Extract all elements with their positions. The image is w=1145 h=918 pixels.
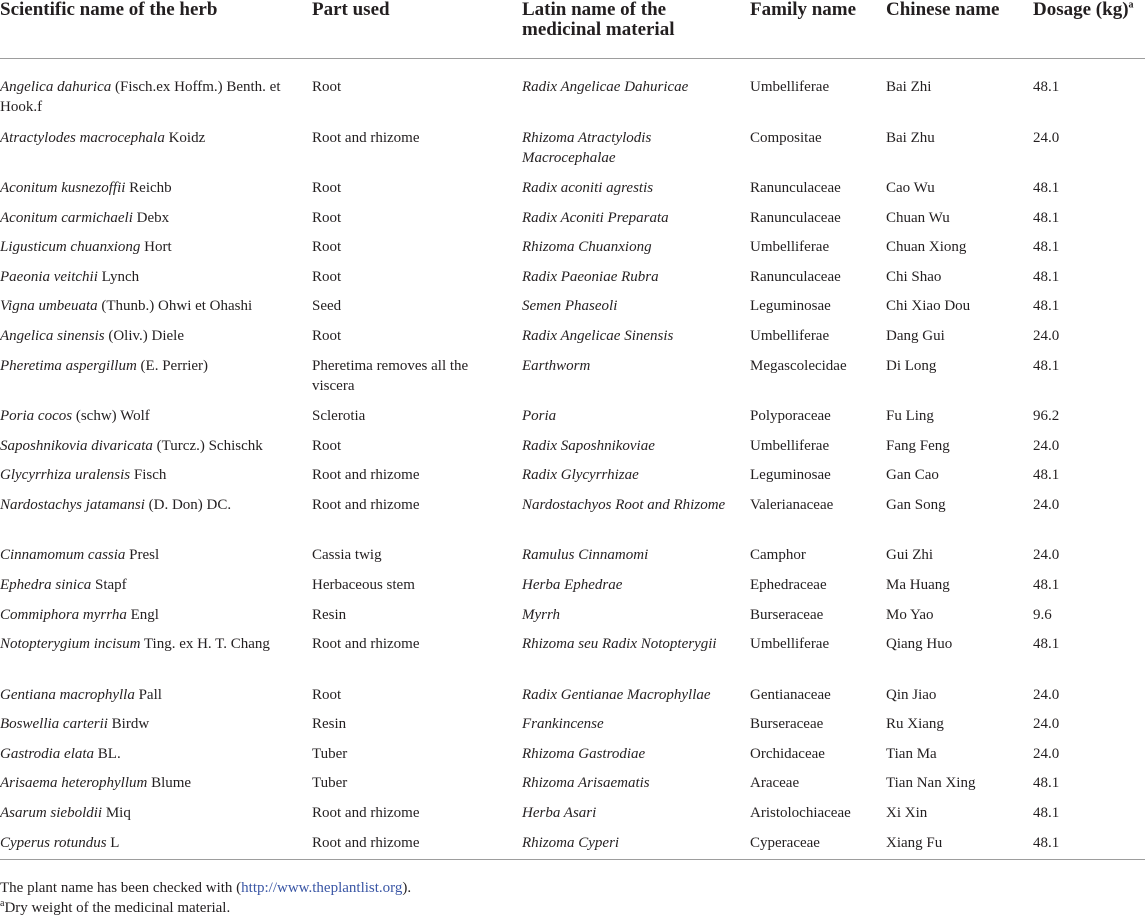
author-citation: Reichb	[125, 180, 172, 196]
table-row	[0, 773, 1145, 803]
cell-part-used: Root and rhizome	[312, 467, 420, 484]
cell-family-name: Ranunculaceae	[750, 268, 841, 285]
table-row	[0, 634, 1145, 685]
author-citation: L	[106, 834, 120, 851]
cell-family-name: Aristolochiaceae	[750, 805, 851, 821]
cell-chinese-name: Gan Song	[886, 496, 946, 513]
cell-family-name: Orchidaceae	[750, 745, 825, 762]
cell-dosage: 24.0	[1033, 437, 1060, 454]
cell-chinese-name: Bai Zhi	[886, 79, 932, 95]
cell-scientific-name	[0, 208, 312, 238]
cell-chinese-name: Xiang Fu	[886, 834, 943, 851]
cell-chinese-name: Xi Xin	[886, 805, 928, 821]
author-citation: (E. Perrier)	[136, 357, 209, 374]
cell-dosage: 24.0	[1033, 547, 1060, 564]
cell-latin-name: Nardostachyos Root and Rhizome	[522, 496, 726, 513]
cell-chinese-name: Gan Cao	[886, 467, 939, 484]
genus-species: Nardostachys jatamansi	[0, 496, 145, 513]
table-row	[0, 545, 1145, 575]
cell-scientific-name	[0, 326, 312, 356]
cell-latin-name: Radix Glycyrrhizae	[522, 467, 639, 484]
cell-part-used: Root	[312, 79, 342, 95]
cell-family-name: Araceae	[750, 775, 800, 792]
cell-family-name: Umbelliferae	[750, 239, 830, 256]
author-citation: Pall	[134, 686, 162, 703]
header-latin: Latin name of the medicinal material	[522, 0, 675, 40]
footnote-plantlist: The plant name has been checked with (http://www.theplantlist.org).	[0, 880, 412, 896]
table-row	[0, 296, 1145, 326]
cell-dosage: 48.1	[1033, 357, 1060, 374]
cell-latin-name: Rhizoma Chuanxiong	[522, 239, 652, 256]
cell-chinese-name: Chuan Xiong	[886, 239, 967, 256]
cell-dosage: 9.6	[1033, 606, 1052, 623]
cell-scientific-name	[0, 605, 312, 635]
cell-scientific-name	[0, 685, 312, 715]
cell-dosage: 24.0	[1033, 496, 1060, 513]
table-row	[0, 605, 1145, 635]
cell-dosage: 48.1	[1033, 180, 1060, 196]
cell-part-used: Root	[312, 437, 342, 454]
author-citation: Blume	[147, 775, 192, 792]
cell-family-name: Burseraceae	[750, 606, 824, 623]
cell-chinese-name: Cao Wu	[886, 180, 935, 196]
cell-latin-name: Herba Ephedrae	[522, 576, 623, 593]
cell-latin-name: Radix aconiti agrestis	[522, 180, 654, 196]
table-row	[0, 406, 1145, 436]
table-row	[0, 495, 1145, 546]
author-citation: Birdw	[107, 716, 150, 733]
cell-part-used: Root and rhizome	[312, 834, 420, 851]
cell-scientific-name	[0, 744, 312, 774]
author-citation: (Fisch.ex Hoffm.) Benth. et Hook.f	[0, 79, 281, 115]
cell-part-used: Root	[312, 327, 342, 344]
genus-species: Arisaema heterophyllum	[0, 775, 148, 792]
cell-part-used: Cassia twig	[312, 547, 382, 564]
table-row	[0, 833, 1145, 860]
cell-latin-name: Rhizoma Arisaematis	[522, 775, 650, 792]
table-row	[0, 356, 1145, 407]
cell-part-used: Resin	[312, 606, 347, 623]
plantlist-link[interactable]: http://www.theplantlist.org	[241, 880, 403, 896]
cell-dosage: 96.2	[1033, 408, 1060, 425]
cell-part-used: Tuber	[312, 775, 348, 792]
genus-species: Gentiana macrophylla	[0, 686, 135, 703]
cell-scientific-name	[0, 634, 312, 685]
header-family: Family name	[750, 0, 857, 20]
genus-species: Ephedra sinica	[0, 576, 92, 593]
cell-latin-name: Radix Angelicae Dahuricae	[522, 79, 689, 95]
genus-species: Commiphora myrrha	[0, 606, 127, 623]
table-row	[0, 267, 1145, 297]
cell-chinese-name: Di Long	[886, 357, 937, 374]
cell-scientific-name	[0, 773, 312, 803]
cell-part-used: Root and rhizome	[312, 496, 420, 513]
genus-species: Cinnamomum cassia	[0, 547, 126, 564]
cell-chinese-name: Qiang Huo	[886, 636, 953, 653]
footnote-dry-weight: $^a$Dry weight of the medicinal material.	[0, 898, 231, 916]
cell-part-used: Root	[312, 686, 342, 703]
genus-species: Gastrodia elata	[0, 745, 95, 762]
cell-scientific-name	[0, 465, 312, 495]
table-footnotes	[0, 878, 411, 918]
cell-part-used: Herbaceous stem	[312, 576, 415, 593]
table-row	[0, 714, 1145, 744]
cell-family-name: Ephedraceae	[750, 576, 827, 593]
table-body	[0, 59, 1145, 860]
header-row	[0, 0, 1145, 59]
cell-family-name: Umbelliferae	[750, 79, 830, 95]
table-row	[0, 237, 1145, 267]
table-row	[0, 685, 1145, 715]
genus-species: Glycyrrhiza uralensis	[0, 467, 131, 484]
cell-scientific-name	[0, 59, 312, 128]
cell-chinese-name: Bai Zhu	[886, 129, 935, 146]
genus-species: Aconitum kusnezoffii	[0, 180, 126, 196]
cell-chinese-name: Ru Xiang	[886, 716, 944, 733]
header-scientific: Scientific name of the herb	[0, 0, 218, 20]
cell-chinese-name: Fang Feng	[886, 437, 950, 454]
cell-dosage: 48.1	[1033, 834, 1060, 851]
table-row	[0, 178, 1145, 208]
cell-family-name: Ranunculaceae	[750, 180, 841, 196]
genus-species: Angelica sinensis	[0, 327, 105, 344]
cell-scientific-name	[0, 803, 312, 833]
cell-dosage: 24.0	[1033, 686, 1060, 703]
cell-dosage: 48.1	[1033, 805, 1060, 821]
cell-family-name: Leguminosae	[750, 298, 831, 315]
table-row	[0, 208, 1145, 238]
cell-scientific-name	[0, 356, 312, 407]
cell-latin-name: Rhizoma Cyperi	[522, 834, 620, 851]
author-citation: Hort	[140, 239, 172, 256]
cell-chinese-name: Fu Ling	[886, 408, 934, 425]
cell-family-name: Ranunculaceae	[750, 209, 841, 226]
genus-species: Asarum sieboldii	[0, 805, 103, 821]
cell-scientific-name	[0, 436, 312, 466]
cell-chinese-name: Chi Shao	[886, 268, 942, 285]
cell-latin-name: Radix Gentianae Macrophyllae	[522, 686, 711, 703]
cell-chinese-name: Ma Huang	[886, 576, 950, 593]
cell-latin-name: Radix Paeoniae Rubra	[522, 268, 659, 285]
author-citation: Miq	[102, 805, 131, 821]
cell-part-used: Root	[312, 268, 342, 285]
header-dosage: Dosage (kg)$^a$	[1033, 0, 1134, 20]
header-part: Part used	[312, 0, 390, 20]
cell-part-used: Resin	[312, 716, 347, 733]
table-row	[0, 326, 1145, 356]
cell-dosage: 48.1	[1033, 298, 1060, 315]
cell-dosage: 24.0	[1033, 716, 1060, 733]
cell-family-name: Umbelliferae	[750, 327, 830, 344]
cell-latin-name: Myrrh	[522, 606, 561, 623]
author-citation: Lynch	[97, 268, 140, 285]
cell-dosage: 48.1	[1033, 239, 1060, 256]
author-citation: Koidz	[164, 129, 206, 146]
cell-part-used: Root	[312, 180, 342, 196]
cell-dosage: 48.1	[1033, 209, 1060, 226]
author-citation: (Turcz.) Schischk	[152, 437, 263, 454]
cell-scientific-name	[0, 267, 312, 297]
cell-part-used: Root and rhizome	[312, 129, 420, 146]
cell-latin-name: Rhizoma Gastrodiae	[522, 745, 646, 762]
cell-latin-name: Radix Angelicae Sinensis	[522, 327, 674, 344]
cell-dosage: 24.0	[1033, 327, 1060, 344]
table-row	[0, 803, 1145, 833]
cell-family-name: Camphor	[750, 547, 806, 564]
cell-chinese-name: Gui Zhi	[886, 547, 934, 564]
cell-dosage: 48.1	[1033, 775, 1060, 792]
genus-species: Atractylodes macrocephala	[0, 129, 165, 146]
cell-family-name: Burseraceae	[750, 716, 824, 733]
table-row	[0, 744, 1145, 774]
cell-scientific-name	[0, 833, 312, 860]
author-citation: Ting. ex H. T. Chang	[140, 636, 270, 653]
author-citation: (Oliv.) Diele	[104, 327, 184, 344]
author-citation: (D. Don) DC.	[144, 496, 232, 513]
table-row	[0, 465, 1145, 495]
cell-latin-name: Poria	[522, 408, 557, 425]
cell-dosage: 48.1	[1033, 268, 1060, 285]
cell-family-name: Cyperaceae	[750, 834, 820, 851]
cell-chinese-name: Chi Xiao Dou	[886, 298, 971, 315]
cell-family-name: Valerianaceae	[750, 496, 834, 513]
cell-latin-name: Radix Saposhnikoviae	[522, 437, 655, 454]
cell-family-name: Gentianaceae	[750, 686, 831, 703]
genus-species: Poria cocos	[0, 408, 73, 425]
author-citation: (schw) Wolf	[72, 408, 150, 425]
author-citation: Presl	[125, 547, 160, 564]
genus-species: Boswellia carterii	[0, 716, 108, 733]
cell-scientific-name	[0, 128, 312, 179]
cell-latin-name: Ramulus Cinnamomi	[522, 547, 649, 564]
cell-dosage: 24.0	[1033, 745, 1060, 762]
cell-dosage: 24.0	[1033, 129, 1060, 146]
cell-scientific-name	[0, 296, 312, 326]
cell-chinese-name: Qin Jiao	[886, 686, 937, 703]
table-row	[0, 436, 1145, 466]
header-chinese: Chinese name	[886, 0, 1000, 20]
table-row	[0, 59, 1145, 128]
cell-family-name: Leguminosae	[750, 467, 831, 484]
cell-latin-name: Radix Aconiti Preparata	[522, 209, 669, 226]
cell-family-name: Umbelliferae	[750, 636, 830, 653]
cell-chinese-name: Dang Gui	[886, 327, 945, 344]
cell-latin-name: Herba Asari	[522, 805, 597, 821]
cell-scientific-name	[0, 575, 312, 605]
genus-species: Notopterygium incisum	[0, 636, 141, 653]
cell-part-used: Root and rhizome	[312, 805, 420, 821]
cell-family-name: Polyporaceae	[750, 408, 831, 425]
genus-species: Aconitum carmichaeli	[0, 209, 133, 226]
cell-part-used: Pheretima removes all the viscera	[312, 357, 469, 394]
author-citation: BL.	[94, 745, 121, 762]
cell-dosage: 48.1	[1033, 467, 1060, 484]
cell-family-name: Compositae	[750, 129, 822, 146]
cell-chinese-name: Tian Ma	[886, 745, 937, 762]
cell-chinese-name: Chuan Wu	[886, 209, 950, 226]
author-citation: Engl	[126, 606, 159, 623]
cell-part-used: Sclerotia	[312, 408, 366, 425]
genus-species: Paeonia veitchii	[0, 268, 98, 285]
author-citation: Fisch	[130, 467, 167, 484]
cell-scientific-name	[0, 495, 312, 546]
cell-scientific-name	[0, 545, 312, 575]
cell-latin-name: Rhizoma Atractylodis Macrocephalae	[522, 129, 652, 166]
cell-latin-name: Frankincense	[522, 716, 604, 733]
cell-dosage: 48.1	[1033, 79, 1060, 95]
table-row	[0, 575, 1145, 605]
cell-chinese-name: Tian Nan Xing	[886, 775, 976, 792]
genus-species: Pheretima aspergillum	[0, 357, 137, 374]
cell-scientific-name	[0, 237, 312, 267]
cell-scientific-name	[0, 406, 312, 436]
genus-species: Vigna umbeuata	[0, 298, 98, 315]
cell-latin-name: Earthworm	[522, 357, 591, 374]
cell-latin-name: Semen Phaseoli	[522, 298, 618, 315]
cell-family-name: Umbelliferae	[750, 437, 830, 454]
cell-scientific-name	[0, 178, 312, 208]
genus-species: Cyperus rotundus	[0, 834, 107, 851]
cell-latin-name: Rhizoma seu Radix Notopterygii	[522, 636, 717, 653]
cell-dosage: 48.1	[1033, 576, 1060, 593]
author-citation: Stapf	[91, 576, 127, 593]
cell-part-used: Tuber	[312, 745, 348, 762]
author-citation: (Thunb.) Ohwi et Ohashi	[97, 298, 253, 315]
cell-scientific-name	[0, 714, 312, 744]
author-citation: Debx	[132, 209, 170, 226]
table-row	[0, 128, 1145, 179]
cell-chinese-name: Mo Yao	[886, 606, 934, 623]
genus-species: Angelica dahurica	[0, 79, 112, 95]
cell-part-used: Root	[312, 209, 342, 226]
cell-part-used: Root	[312, 239, 342, 256]
genus-species: Saposhnikovia divaricata	[0, 437, 153, 454]
genus-species: Ligusticum chuanxiong	[0, 239, 141, 256]
cell-part-used: Seed	[312, 298, 342, 315]
cell-family-name: Megascolecidae	[750, 357, 847, 374]
cell-dosage: 48.1	[1033, 636, 1060, 653]
cell-part-used: Root and rhizome	[312, 636, 420, 653]
